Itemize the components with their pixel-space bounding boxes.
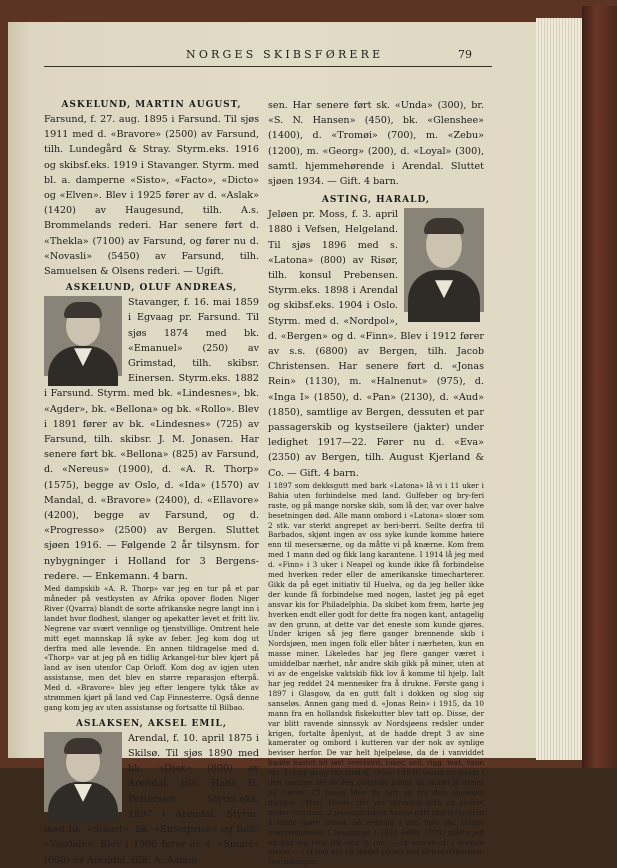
portrait-photo xyxy=(404,208,484,312)
entry-name: ASTING, HARALD, xyxy=(321,195,431,206)
page-number: 79 xyxy=(458,48,472,61)
entry-text: Arendal, f. 10. april 1875 i Skilsø. Til sjøs 1890 med bk. «Diax» (800) av Arendal, tilh. Hans H. Pettersen. Styrm.eks. 1897 i Arendal. Styrm. med bk. «Smart», bk. «Enterprise» og fullr. «Vasdale». Blev i 1900 fører av s. «Smart» (600) av Arendal, tilh. A. Aanon- xyxy=(44,732,259,866)
entry-name: ASLAKSEN, AKSEL EMIL, xyxy=(75,718,227,729)
entry-name: ASKELUND, OLUF ANDREAS, xyxy=(65,283,238,294)
running-title: NORGES SKIBSFØRERE xyxy=(186,48,384,61)
entry-note: I 1897 som dekksgutt med bark «Latona» lå vi i 11 uker i Bahia uten forbindelse med land. Gulfeber og bry-feri raste, og på mange norske skib, som lå der, var over halve besetningen død. Alle mann ombord i «Latona» sloær som 2 stk. var sterkt angrepet av beri-berri. Seilte derfra til Barbados, skjønt ingen av oss syke kunde komme høiere enn til mesersærne, og da måtte vi på knærne. Kom frem med 1 mann død og fikk lang karantene. I 1914 lå jeg med d. «Finn» i 3 uker i Neapel og kunde ikke få forbindelse med hverken reder eller de amerikanske timecharterer. Gikk da på eget initiativ til Huelva, og da jeg heller ikke der kunde få forbindelse med nogen, lastet jeg på eget ansvar kis for Philadelphia. Da skibet kom frem, hørte jeg hverken endt eller godt for dette fra nogen kant, antagelig av den grunn, at dette var det eneste som kunde gjøres. Under krigen så jeg flere ganger brennende skib i Nordsjøen, men ingen folk eller båter i nærheten, kun en masse miner. Likeledes har jeg flere ganger været i umiddelbar nærhet, når andre skib gikk på miner, uten at vi av de engelske vaktskib fikk lov å komme til hjelp. Ialt har jeg reddet 24 mennesker fra å drukne. Første gang i 1897 i Glasgow, da en gutt falt i dokken og slog sig sanseløs. Annen gang med d. «Jonas Rein» i 1915, da 10 mann fra en hollandsk fiskekutter blev tatt op. Disse, der var blitt ravende sinnssyk av Nordsjøens redsler under krigen, fortalte åpenlyst, at de hadde drept 3 av sine kamerater og ombord i kutteren var der nok av synlige beviser herfor. De var helt hjelpeløse, da de i vanviddet hadde kastet alt løst overbord, luker, seil, rigg, mat, vann etc. Tredje gang var med d. «Pan» i 1930 under en storm i den vestlige del av den engelske kanal, da skibet lå dreiet på været. 13 mann blev da tatt op fra den engelske damper «Mary Rose», der var sprunget lekk og sunket under stormen. 2 passagerbåter hadde gått like forbi uten å turde gjøre forsøk på redning i den høie sjø. Under oversvømmelse i Leningrad i 1923 (eller 1924) måtte jeg en dag jeg kom fra land ty inn — og senere op i øverste etasje — i et hus ute på landet på vei ned til trelasthavnen. Der tilbragte xyxy=(268,480,484,867)
left-column xyxy=(44,98,259,868)
book-page xyxy=(8,22,536,867)
right-column xyxy=(268,98,484,867)
portrait-photo xyxy=(44,732,122,812)
page-header xyxy=(8,48,536,64)
portrait-photo xyxy=(44,296,122,376)
header-rule xyxy=(44,66,492,67)
entry-continuation: sen. Har senere ført sk. «Unda» (300), br. «S. N. Hansen» (450), bk. «Glenshee» (1400), d. «Tromøi» (700), m. «Zebu» (1200), m. «Georg» (200), d. «Loyal» (300), samtl. hjemmehørende i Arendal. Sluttet sjøen 1934. — Gift. 4 barn. xyxy=(268,100,484,188)
entry-text: Farsund, f. 27. aug. 1895 i Farsund. Til sjøs 1911 med d. «Bravore» (2500) av Farsund, tilh. Lundegård & Stray. Styrm.eks. 1916 og skibsf.eks. 1919 i Stavanger. Styrm. med bl. a. damperne «Sisto», «Facto», «Dicto» og «Elven». Blev i 1925 fører av d. «Aslak» (1420) av Haugesund, tilh. A.s. Brommelands rederi. Har senere ført d. «Thekla» (7100) av Farsund, og fører nu d. «Novasli» (5450) av Farsund, tilh. Samuelsen & Olsens rederi. — Ugift. xyxy=(44,114,259,278)
entry-text: Stavanger, f. 16. mai 1859 i Egvaag pr. Farsund. Til sjøs 1874 med bk. «Emanuel» (250) av Grimstad, tilh. skibsr. Einersen. Styrm.eks. 1882 i Farsund. Styrm. med bk. «Lindesnes», bk. «Agder», bk. «Bellona» og bk. «Rollo». Blev i 1891 fører av bk. «Lindesnes» (725) av Farsund, tilh. skibsr. J. M. Jonasen. Har senere ført bk. «Bellona» (825) av Farsund, d. «Nereus» (1900), d. «A. R. Thorp» (1575), begge av Oslo, d. «Ida» (1570) av Mandal, d. «Bravore» (2400), d. «Ellavore» (4200), begge av Farsund, og d. «Progresso» (2500) av Bergen. Sluttet sjøen 1916. — Følgende 2 år tilsynsm. for nybygninger i Holland for 3 Bergens-redere. — Enkemann. 4 barn. xyxy=(44,297,259,582)
entry-note: Med dampskib «A. R. Thorp» var jeg en tur på et par måneder på vestkysten av Afrika opover floden Niger River (Qvarra) blandt de sorte afrikanske negre langt inn i landet hvor flodhest, slanger og apekatter levet et fritt liv. Negrene var svært vennlige og tjenstvillige. Omtrent hele mitt eget mannskap lå syke av feber. Jeg kom dog ut derfra med alle levende. En annen tildragelse med d. «Thorp» var at jeg på en tidlig Arkangel-tur blev kjørt på land av isen utenfor Cap Orloff. Kom dog av igjen uten assistanse, men det blev en større reparasjon efterpå. Med d. «Bravore» blev jeg efter lengere tykk tåke av strømmen kjørt på land ved Cap Finnesterre. Også denne gang kom jeg av uten assistanse og fortsatte til Bilbao. xyxy=(44,584,259,712)
book-cover-edge xyxy=(582,6,617,768)
entry-text: Jeløen pr. Moss, f. 3. april 1880 i Vefsen, Helgeland. Til sjøs 1896 med s. «Latona» (800) av Risør, tilh. konsul Prebensen. Styrm.eks. 1898 i Arendal og skibsf.eks. 1904 i Oslo. Styrm. med d. «Nordpol», d. «Bergen» og d. «Finn». Blev i 1912 fører av s.s. (6800) av Bergen, tilh. Jacob Christensen. Har senere ført d. «Jonas Rein» (1130), m. «Halnenut» (975), d. «Inga I» (1850), d. «Pan» (2130), d. «Aud» (1850), samtlige av Bergen, dessuten et par passagerskib og kystseilere (jakter) under ledighet 1917—22. Fører nu d. «Eva» (2350) av Bergen, tilh. August Kjerland & Co. — Gift. 4 barn. xyxy=(268,209,484,479)
page-edges xyxy=(536,18,582,760)
entry-name: ASKELUND, MARTIN AUGUST, xyxy=(61,100,242,110)
